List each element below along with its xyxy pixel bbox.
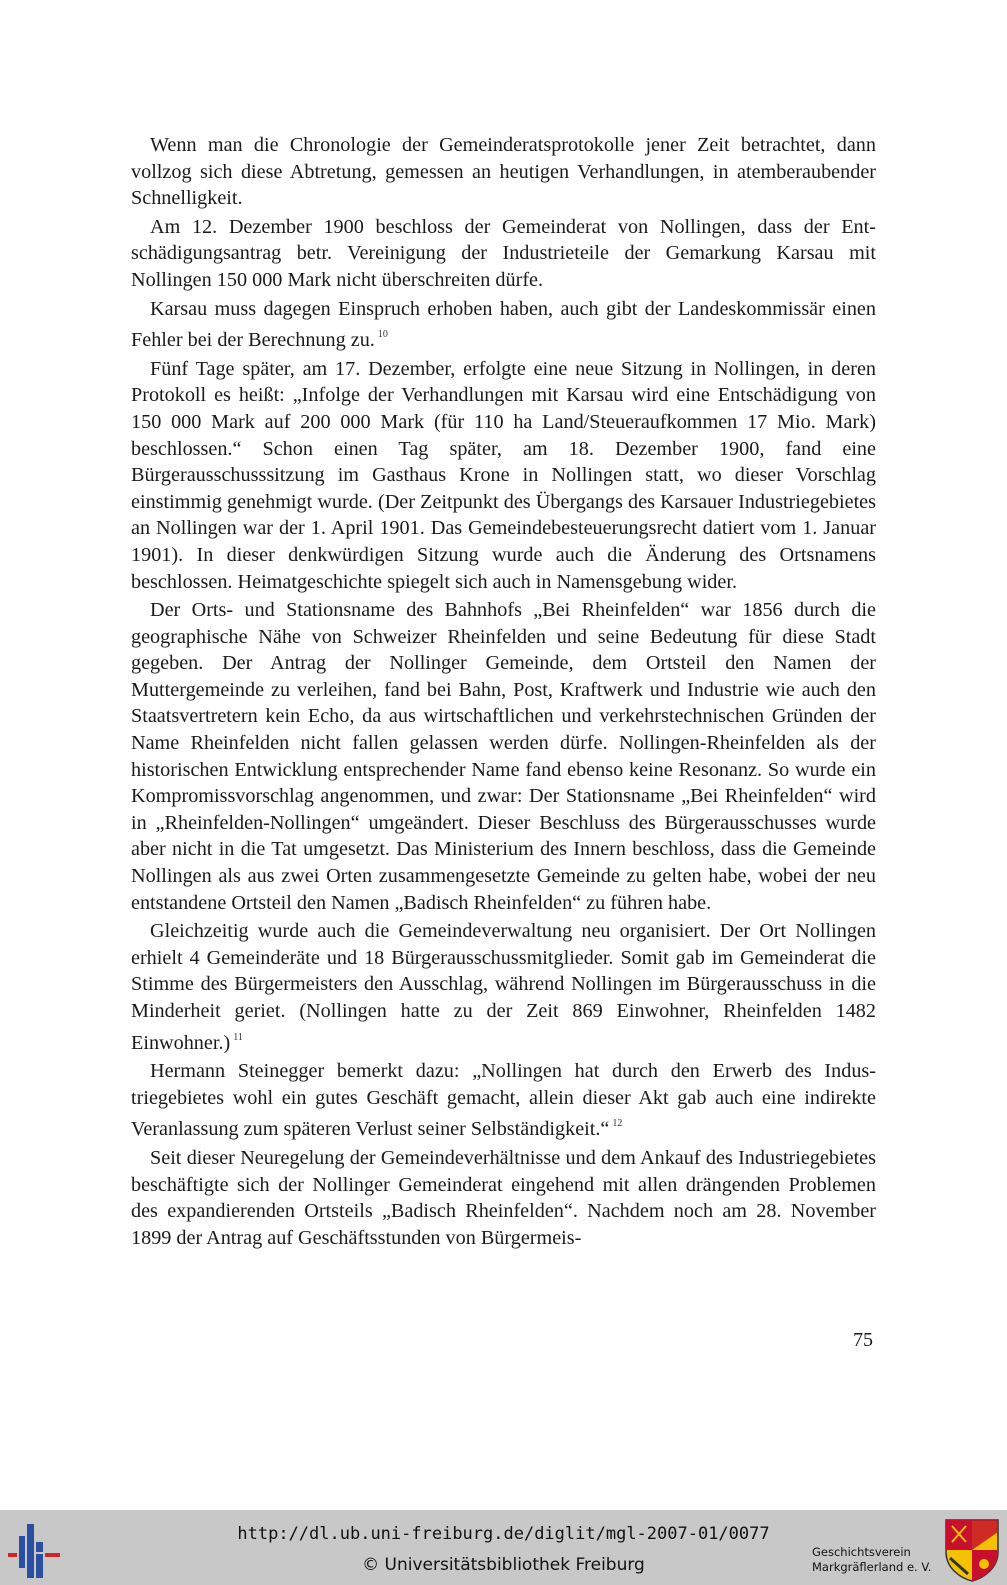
paragraph: Der Orts- und Stationsname des Bahnhofs „Bei Rheinfelden“ war 1856 durch die geographische Nähe von Schweizer Rheinfelden und seine Bedeutung für diese Stadt gegeben. Der Antrag der Nollinger Gemeinde, dem Ortsteil den Namen der Muttergemeinde zu verleihen, fand bei Bahn, Post, Kraftwerk und Industrie wie auch den Staatsvertretern kein Echo, da aus wirtschaftlichen und verkehrstechnischen Gründen der Name Rheinfelden nicht fallen gelassen werden dürfe. Nollingen-Rheinfelden als der historischen Entwicklung entsprechender Name fand ebenso keine Resonanz. So wurde ein Kompromissvorschlag angenommen, und zwar: Der Stationsname „Bei Rheinfelden“ wird in „Rheinfelden-Nollingen“ umgeändert. Dieser Beschluss des Bürgerausschusses wurde aber nicht in die Tat umgesetzt. Das Ministerium des Innern beschloss, dass die Gemeinde Nollingen als aus zwei Orten zusammengesetzte Gemeinde zu gelten habe, wobei der neu entstandene Ortsteil den Namen „Badisch Rheinfelden“ zu führen habe. [131, 599, 876, 914]
paragraph: Fünf Tage später, am 17. Dezember, erfolgte eine neue Sitzung in Nollingen, in deren Protokoll es heißt: „Infolge der Verhandlungen mit Karsau wird eine Entschädigung von 150 000 Mark auf 200 000 Mark (für 110 ha Land/Steueraufkommen 17 Mio. Mark) beschlossen.“ Schon einen Tag später, am 18. Dezember 1900, fand eine Bürgerausschusssitzung im Gasthaus Krone in Nollingen statt, wo dieser Vorschlag einstimmig genehmigt wurde. (Der Zeitpunkt des Übergangs des Karsauer Industriegebietes an Nollingen war der 1. April 1901. Das Gemeindebesteuerungsrecht datiert vom 1. Januar 1901). In dieser denkwürdigen Sitzung wurde auch die Änderung des Ortsnamens beschlossen. Heimatgeschichte spiegelt sich auch in Namensgebung wider. [131, 357, 876, 593]
document-url-link[interactable]: http://dl.ub.uni-freiburg.de/diglit/mgl-2007-01/0077 [237, 1524, 770, 1544]
paragraph: Karsau muss dagegen Einspruch erhoben haben, auch gibt der Landeskommissär einen Fehler bei der Berechnung zu. $^{10}$ [131, 297, 876, 352]
footer-bar [0, 1510, 1007, 1585]
footnote-marker: 12 [612, 1118, 623, 1130]
footnote-marker: 11 [233, 1031, 243, 1043]
paragraph: Am 12. Dezember 1900 beschloss der Gemeinderat von Nollingen, dass der Entschädigungsantrag betr. Vereinigung der Industrieteile der Gemarkung Karsau mit Nollingen 150 000 Mark nicht überschreiten dürfe. [131, 215, 876, 291]
body-text [131, 132, 876, 1253]
paragraph: Seit dieser Neuregelung der Gemeindeverhältnisse und dem Ankauf des Industriegebietes beschäftigte sich der Nollinger Gemeinderat eingehend mit allen drängenden Problemen des expandierenden Ortsteils „Badisch Rheinfelden“. Nachdem noch am 28. November 1899 der Antrag auf Geschäftsstunden von Bürgermeis- [131, 1146, 876, 1249]
copyright-text: © Universitätsbibliothek Freiburg [362, 1555, 645, 1575]
society-line: Markgräflerland e. V. [812, 1560, 932, 1574]
paragraph: Hermann Steinegger bemerkt dazu: „Nollingen hat durch den Erwerb des Industriegebietes wohl ein gutes Geschäft gemacht, allein dieser Akt gab auch eine indirekte Veranlassung zum späteren Verlust seiner Selbständigkeit.“ $^{12}$ [131, 1060, 876, 1141]
coat-of-arms-icon[interactable] [944, 1518, 1000, 1582]
footnote-marker: 10 [377, 329, 388, 341]
society-name [812, 1545, 942, 1575]
page-number: 75 [853, 1329, 873, 1351]
paragraph: Wenn man die Chronologie der Gemeinderatsprotokolle jener Zeit betrachtet, dann vollzog sich diese Abtretung, gemessen an heutigen Verhandlungen, in atemberaubender Schnelligkeit. [131, 134, 876, 210]
society-line: Geschichtsverein [812, 1545, 911, 1559]
paragraph: Gleichzeitig wurde auch die Gemeindeverwaltung neu organisiert. Der Ort Nollingen erhielt 4 Gemeinderäte und 18 Bürgerausschussmitglieder. Somit gab im Gemeinderat die Stimme des Bürgermeisters den Ausschlag, während Nollingen im Bürgerausschuss in die Minderheit geriet. (Nollingen hatte zu der Zeit 869 Einwohner, Rheinfelden 1482 Einwohner.) $^{11}$ [131, 920, 876, 1054]
